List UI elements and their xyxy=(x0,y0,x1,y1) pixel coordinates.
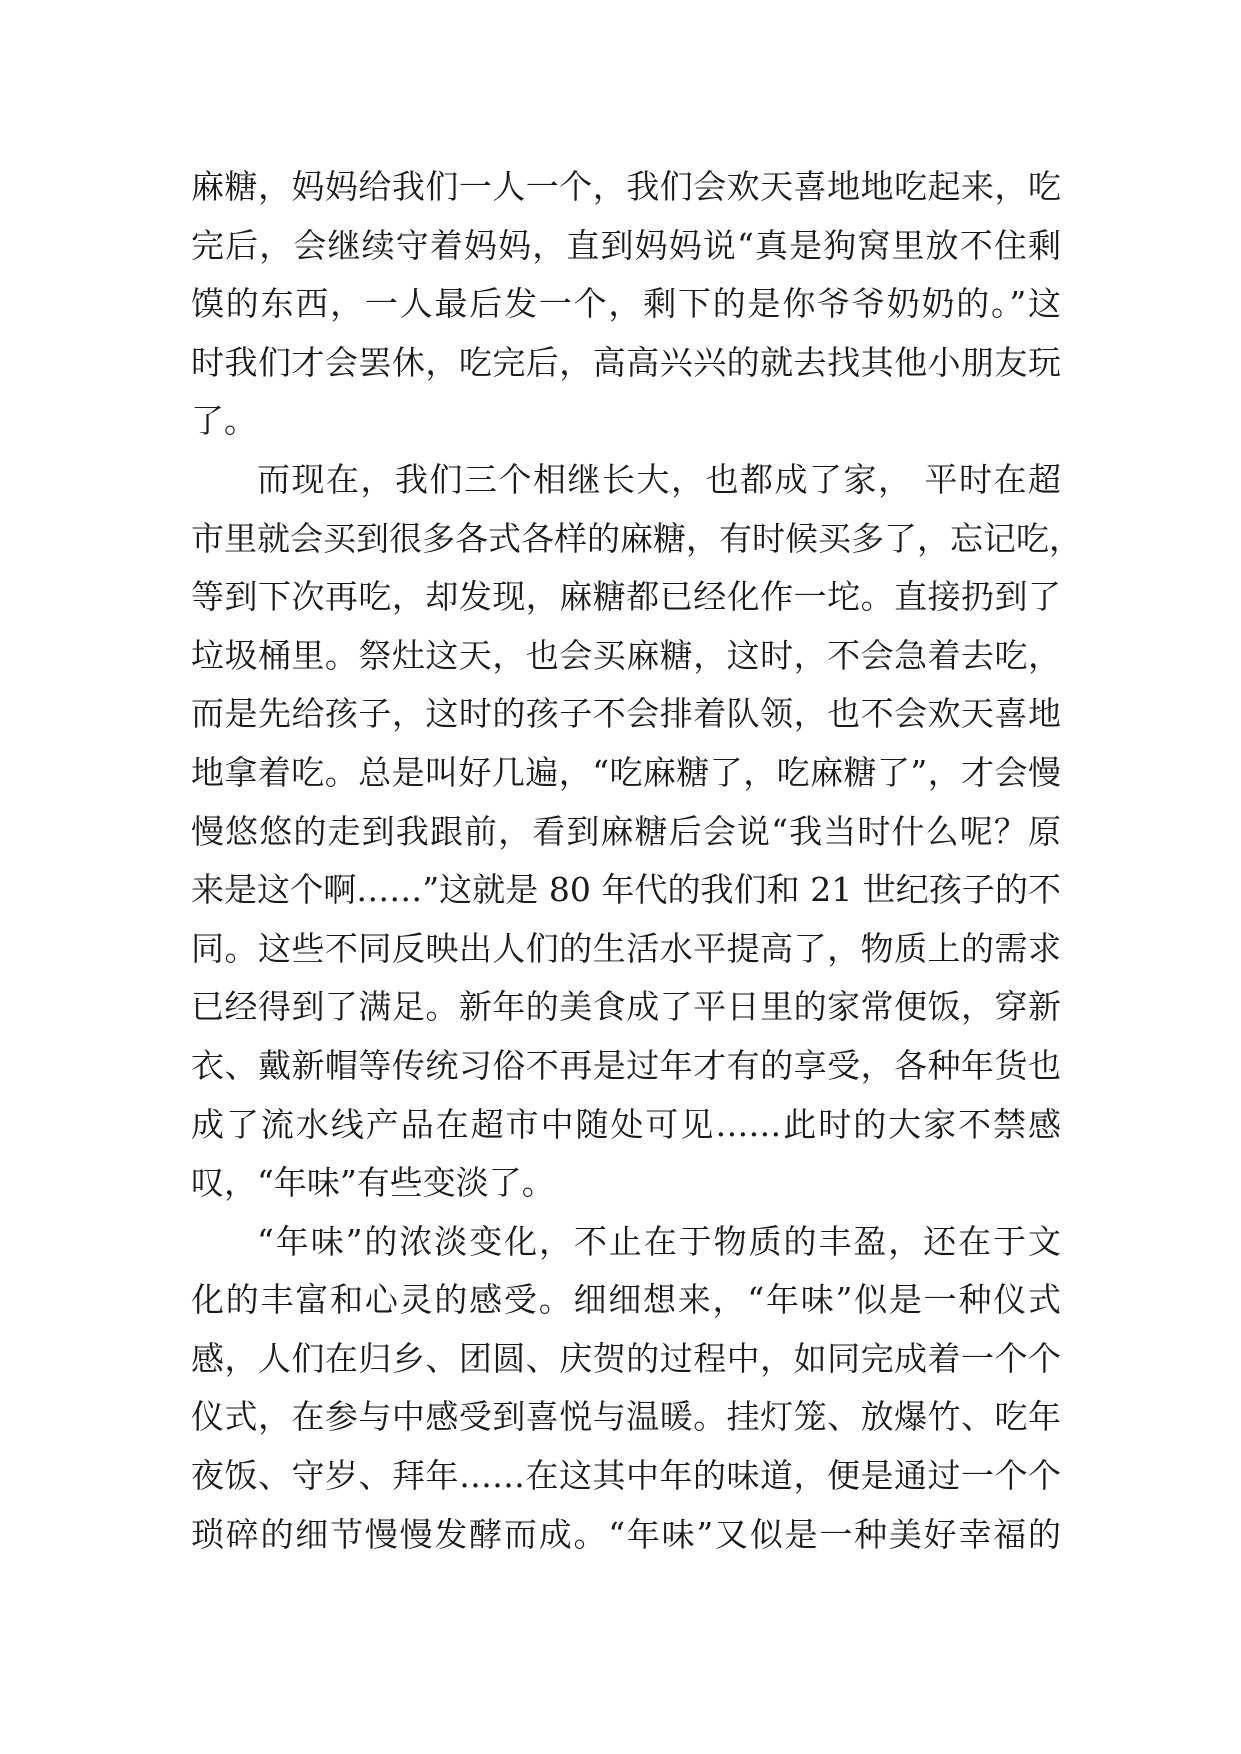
text-line: 感，人们在归乡、团圆、庆贺的过程中，如同完成着一个个 xyxy=(191,1338,1061,1378)
text-line: 慢悠悠的走到我跟前，看到麻糖后会说“我当时什么呢？原 xyxy=(191,811,1061,851)
text-line: 已经得到了满足。新年的美食成了平日里的家常便饭，穿新 xyxy=(191,987,1061,1027)
text-line: “年味”的浓淡变化，不止在于物质的丰盈，还在于文 xyxy=(257,1221,1061,1261)
text-line: 来是这个啊……”这就是 80 年代的我们和 21 世纪孩子的不 xyxy=(191,870,1061,910)
text-line: 仪式，在参与中感受到喜悦与温暖。挂灯笼、放爆竹、吃年 xyxy=(191,1397,1061,1437)
text-line: 麻糖，妈妈给我们一人一个，我们会欢天喜地地吃起来，吃 xyxy=(191,167,1061,206)
text-line: 同。这些不同反映出人们的生活水平提高了，物质上的需求 xyxy=(191,928,1061,968)
text-line: 地拿着吃。总是叫好几遍，“吃麻糖了，吃麻糖了”，才会慢 xyxy=(191,752,1061,792)
text-line: 了。 xyxy=(191,401,257,441)
paragraph-3 xyxy=(191,1213,1061,1565)
paragraph-1 xyxy=(191,158,1061,451)
text-line: 垃圾桶里。祭灶这天，也会买麻糖，这时，不会急着去吃， xyxy=(191,635,1061,675)
paragraph-2 xyxy=(191,451,1082,1213)
text-line: 时我们才会罢休，吃完后，高高兴兴的就去找其他小朋友玩 xyxy=(191,342,1061,382)
text-line: 夜饭、守岁、拜年……在这其中年的味道，便是通过一个个 xyxy=(191,1456,1061,1496)
text-line: 而现在，我们三个相继长大，也都成了家， 平时在超 xyxy=(257,459,1061,499)
text-line: 衣、戴新帽等传统习俗不再是过年才有的享受，各种年货也 xyxy=(191,1045,1061,1085)
text-line: 馍的东西，一人最后发一个，剩下的是你爷爷奶奶的。”这 xyxy=(191,284,1061,324)
text-line: 完后，会继续守着妈妈，直到妈妈说“真是狗窝里放不住剩 xyxy=(191,225,1061,265)
text-line: 叹，“年味”有些变淡了。 xyxy=(191,1163,555,1203)
text-line: 琐碎的细节慢慢发酵而成。“年味”又似是一种美好幸福的 xyxy=(191,1514,1061,1554)
text-line: 等到下次再吃，却发现，麻糖都已经化作一坨。直接扔到了 xyxy=(191,577,1061,617)
document-body xyxy=(191,158,1082,1564)
text-line: 化的丰富和心灵的感受。细细想来，“年味”似是一种仪式 xyxy=(191,1280,1061,1320)
text-line: 而是先给孩子，这时的孩子不会排着队领，也不会欢天喜地 xyxy=(191,694,1061,734)
text-line: 成了流水线产品在超市中随处可见……此时的大家不禁感 xyxy=(191,1104,1061,1144)
text-line: 市里就会买到很多各式各样的麻糖，有时候买多了，忘记吃， xyxy=(191,518,1082,558)
